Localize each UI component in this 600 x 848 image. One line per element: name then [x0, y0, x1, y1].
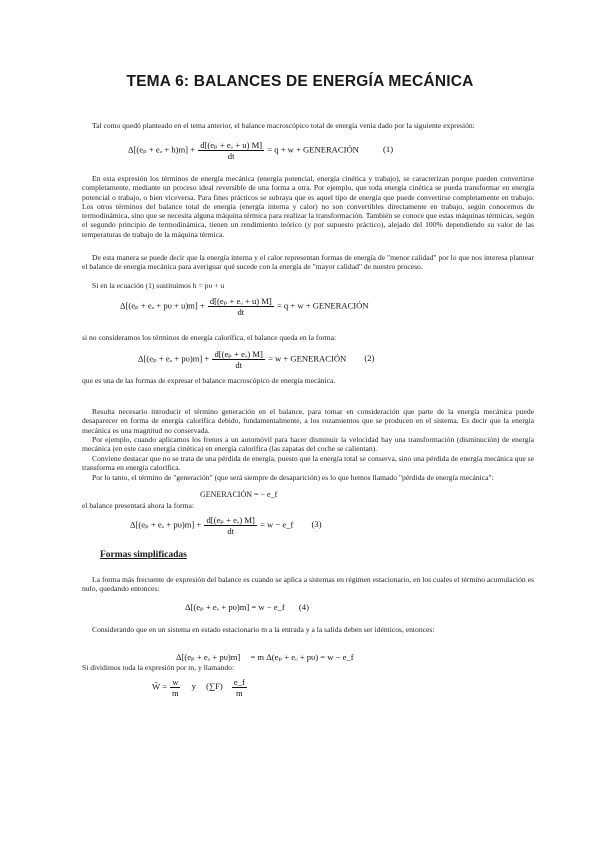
- equation-5-body: Δ[(eₚ + eₒ + pυ)m] = w − e_f: [185, 602, 285, 612]
- paragraph-brakes: Por ejemplo, cuando aplicamos los frenos a un automóvil para hacer disminuir la velocidad hay una transformación (disminución) de energía mecánica (en este caso energía cinética) en energía calorífica (las zapatas del coche se calientan).: [82, 435, 534, 454]
- equation-1-right: = q + w + GENERACIÓN: [267, 144, 359, 155]
- equation-5: [185, 602, 309, 613]
- paragraph-mechanical-energy: En esta expresión los términos de energía mecánica (energía potencial, energía cinética y trabajo), se caracterizan porque pueden convertirse completamente, mediante un proceso ideal reversible de una forma a otra. Por ejemplo, que toda energía cinética se pueda transformar en energía potencial o trabajo, o bien viceversa. Para fines prácticos se subraya que es aquel tipo de energía que puede convertirse completamente en trabajo. Los otros términos del balance total de energía (energía interna y calor) no son convertibles directamente en trabajo, según conocemos de termodinámica, sino que se necesita alguna máquina térmica para realizar la transformación. También se conoce que estas máquinas térmicas, según el segundo principio de termodinámica, tienen un rendimiento teórico (y por supuesto práctico), alejado del 100% dependiendo su valor de las temperaturas de trabajo de la máquina térmica.: [82, 174, 534, 239]
- equation-7-fraction-ef: [232, 677, 247, 698]
- paragraph-steady-mass: Considerando que en un sistema en estado estacionario m a la entrada y a la salida deben ser idénticos, entonces:: [92, 625, 435, 634]
- equation-5-label: (4): [298, 602, 309, 612]
- equation-3: [138, 349, 374, 370]
- equation-1-numerator: d[(eₚ + eₒ + u) M]: [200, 140, 263, 150]
- page-title: TEMA 6: BALANCES DE ENERGÍA MECÁNICA: [126, 73, 474, 90]
- equation-2-numerator: d[(eₚ + eₒ + u) M]: [209, 296, 272, 306]
- paragraph-generation-term: Por lo tanto, el término de "generación" (que será siempre de desaparición) es lo que hemos llamado "pérdida de energía mecánica":: [92, 473, 494, 482]
- paragraph-new-balance: el balance presentará ahora la forma:: [82, 501, 194, 510]
- equation-7: [152, 677, 248, 698]
- equation-1-fraction: [198, 140, 264, 161]
- paragraph-generation: Resulta necesario introducir el término generación en el balance, para tomar en consideración que parte de la energía mecánica puede desaparecer en forma de energía calorífica debido, fundamentalmente, a los rozamientos que se producen en el sistema. Es decir que la energía mecánica es una magnitud no conservada.: [82, 407, 534, 435]
- paragraph-steady-state: La forma más frecuente de expresión del balance es cuando se aplica a sistemas en régimen estacionario, en los cuales el término acumulación es nulo, quedando entonces:: [82, 575, 534, 594]
- paragraph-balance-form: que es una de las formas de expresar el balance macroscópico de energía mecánica.: [82, 376, 336, 385]
- paragraph-quality: De esta manera se puede decir que la energía interna y el calor representan formas de energía de "menor calidad" por lo que nos interesa plantear el balance de energía mecánica para averiguar qué sucede con la energía de "mayor calidad" de nuestro proceso.: [82, 253, 534, 272]
- equation-7-sum: (∑F): [206, 681, 223, 692]
- equation-7-lhs: Ŵ =: [152, 681, 168, 692]
- equation-6-right: = m Δ(eₚ + eₒ + pυ) = w − e_f: [250, 652, 354, 662]
- equation-7-denominator-m: m: [172, 688, 179, 698]
- equation-4-right: = w − e_f: [260, 519, 294, 530]
- equation-3-right: = w + GENERACIÓN: [268, 353, 347, 364]
- equation-1-denominator: dt: [227, 151, 235, 161]
- equation-2-right: = q + w + GENERACIÓN: [276, 300, 369, 311]
- equation-3-label: (2): [364, 353, 375, 364]
- equation-1-label: (1): [383, 144, 394, 155]
- equation-7-numerator-ef: e_f: [233, 677, 245, 687]
- equation-4-denominator: dt: [227, 526, 235, 536]
- paragraph-substitution: Si en la ecuación (1) sustituimos h = pυ + u: [92, 281, 225, 290]
- paragraph-divide: Si dividimos toda la expresión por m, y llamando:: [82, 663, 235, 672]
- equation-1-left: Δ[(eₚ + eₒ + h)m] +: [128, 144, 196, 155]
- paragraph-no-heat: si no consideramos los términos de energía calorífica, el balance queda en la forma:: [82, 333, 337, 342]
- equation-2-left: Δ[(eₚ + eₒ + pυ + u)m] +: [120, 300, 205, 311]
- equation-2-fraction: [208, 296, 274, 317]
- equation-7-fraction-w: [170, 677, 180, 698]
- section-heading: Formas simplificadas: [100, 550, 187, 560]
- equation-3-left: Δ[(eₚ + eₒ + pυ)m] +: [138, 353, 210, 364]
- equation-2-denominator: dt: [237, 307, 245, 317]
- equation-4: [130, 515, 322, 536]
- equation-6-left: Δ[(eₚ + eₒ + pυ)m]: [176, 652, 241, 662]
- equation-4-fraction: [204, 515, 256, 536]
- equation-4-label: (3): [311, 519, 322, 530]
- equation-2: [120, 296, 369, 317]
- paragraph-energy-loss: Conviene destacar que no se trata de una pérdida de energía, puesto que la energía total se conserva, sino una pérdida de energía mecánica que se transforma en energía calorífica.: [82, 454, 534, 473]
- equation-7-denominator-m2: m: [236, 688, 243, 698]
- equation-4-numerator: d[(eₚ + eₒ) M]: [206, 515, 255, 525]
- equation-6: [176, 652, 354, 663]
- equation-1: [128, 140, 393, 161]
- equation-3-fraction: [212, 349, 264, 370]
- equation-3-denominator: dt: [235, 360, 243, 370]
- paragraph-intro: Tal como quedó planteado en el tema anterior, el balance macroscópico total de energía venía dado por la siguiente expresión:: [92, 121, 475, 130]
- equation-7-connector: y: [191, 681, 196, 692]
- equation-4-left: Δ[(eₚ + eₒ + pυ)m] +: [130, 519, 202, 530]
- equation-7-numerator-w: w: [172, 677, 179, 687]
- equation-3-numerator: d[(eₚ + eₒ) M]: [214, 349, 263, 359]
- generation-definition: GENERACIÓN = − e_f: [200, 490, 278, 499]
